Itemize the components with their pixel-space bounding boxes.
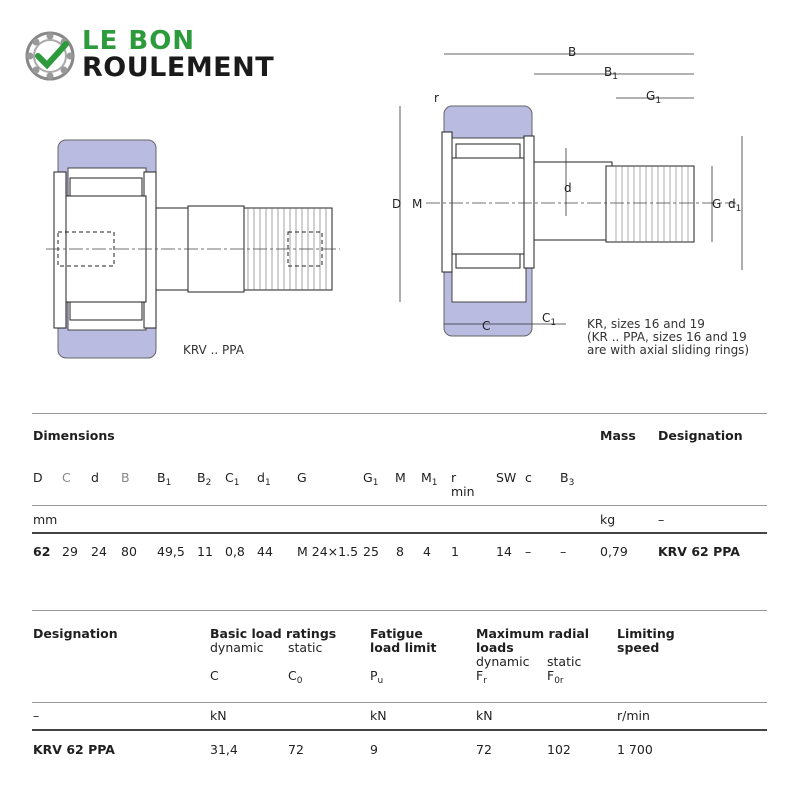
table1-mass-heading: Mass — [600, 428, 636, 443]
table1-data-rule — [32, 532, 767, 534]
t2-row-Fr: 72 — [476, 742, 492, 757]
unit-kg: kg — [600, 512, 616, 527]
t2-row-C0: 72 — [288, 742, 304, 757]
t2-row-designation: KRV 62 PPA — [33, 742, 115, 757]
dim-G1-label: $G_1$ — [646, 89, 662, 106]
t2-max-2: loads — [476, 640, 514, 655]
col-B3: $B_3$ — [560, 470, 575, 488]
logo-line1: LE BON — [82, 26, 196, 56]
col-C1: $C_1$ — [225, 470, 240, 488]
dim-M-label: M — [412, 197, 423, 211]
t2-C0: $C_0$ — [288, 668, 303, 686]
row-C1: 0,8 — [225, 544, 245, 559]
dim-G-label: G — [712, 197, 722, 211]
logo — [24, 28, 304, 84]
note-line-1: KR, sizes 16 and 19 — [587, 317, 705, 331]
t2-dynamic: dynamic — [210, 640, 264, 655]
t2-basic-heading: Basic load ratings — [210, 626, 337, 641]
dim-C-label: C — [482, 319, 491, 333]
row-G: M 24×1.5 — [297, 544, 359, 559]
row-c: – — [525, 544, 532, 559]
row-B2: 11 — [197, 544, 213, 559]
col-G: G — [297, 470, 307, 485]
table2-top-rule — [32, 610, 767, 611]
col-r: r — [451, 470, 457, 485]
row-B3: – — [560, 544, 567, 559]
table2-unit-rule — [32, 702, 767, 703]
col-M1: $M_1$ — [421, 470, 438, 488]
dim-B-label: B — [568, 45, 577, 59]
bearing-check-icon — [24, 30, 76, 82]
logo-line2: ROULEMENT — [82, 52, 275, 83]
dim-B1-label: $B_1$ — [604, 65, 618, 82]
table1-designation-heading: Designation — [658, 428, 743, 443]
table1-top-rule — [32, 413, 767, 414]
col-c: c — [525, 470, 532, 485]
t2-fatigue-2: load limit — [370, 640, 437, 655]
dim-d-label: d — [564, 181, 572, 195]
t2-Fr: $F_r$ — [476, 668, 487, 686]
t2-unit-kN-2: kN — [370, 708, 387, 723]
table2-data-rule — [32, 729, 767, 731]
t2-static-2: static — [547, 654, 582, 669]
t2-row-Pu: 9 — [370, 742, 378, 757]
col-B: B — [121, 470, 130, 485]
t2-F0r: $F_{0r}$ — [547, 668, 564, 686]
t2-row-C: 31,4 — [210, 742, 238, 757]
dim-C1-label: $C_1$ — [542, 311, 557, 328]
left-drawing-label: KRV .. PPA — [183, 343, 244, 357]
t2-static: static — [288, 640, 323, 655]
row-M: 8 — [396, 544, 404, 559]
left-bearing-drawing — [40, 138, 350, 363]
row-d: 24 — [91, 544, 107, 559]
col-B1: $B_1$ — [157, 470, 172, 488]
col-D: D — [33, 470, 43, 485]
dim-d1-label: $d_1$ — [728, 197, 742, 214]
t2-limit-2: speed — [617, 640, 660, 655]
col-M: M — [395, 470, 406, 485]
t2-Pu: $P_u$ — [370, 668, 384, 686]
unit-mm: mm — [33, 512, 58, 527]
row-SW: 14 — [496, 544, 512, 559]
col-C: C — [62, 470, 71, 485]
t2-limit-1: Limiting — [617, 626, 675, 641]
table1-unit-rule — [32, 505, 767, 506]
row-B1: 49,5 — [157, 544, 185, 559]
drawing-note — [587, 318, 749, 357]
dim-r-label: r — [434, 91, 439, 105]
t2-unit-dash: – — [33, 708, 40, 723]
col-d1: $d_1$ — [257, 470, 271, 488]
row-B: 80 — [121, 544, 137, 559]
row-designation: KRV 62 PPA — [658, 544, 740, 559]
t2-unit-kN-1: kN — [210, 708, 227, 723]
row-C: 29 — [62, 544, 78, 559]
row-d1: 44 — [257, 544, 273, 559]
t2-fatigue-1: Fatigue — [370, 626, 423, 641]
t2-dynamic-2: dynamic — [476, 654, 530, 669]
note-line-3: are with axial sliding rings) — [587, 343, 750, 357]
t2-max-1: Maximum radial — [476, 626, 590, 641]
dim-D-label: D — [392, 197, 402, 211]
t2-unit-rmin: r/min — [617, 708, 650, 723]
right-bearing-drawing — [386, 40, 766, 340]
col-r-min: min — [451, 484, 475, 499]
t2-designation-heading: Designation — [33, 626, 118, 641]
t2-C: C — [210, 668, 219, 683]
col-G1: $G_1$ — [363, 470, 379, 488]
row-r: 1 — [451, 544, 459, 559]
col-B2: $B_2$ — [197, 470, 212, 488]
row-G1: 25 — [363, 544, 379, 559]
table1-dimensions-heading: Dimensions — [33, 428, 115, 443]
t2-row-speed: 1 700 — [617, 742, 653, 757]
row-D: 62 — [33, 544, 51, 559]
unit-dash: – — [658, 512, 665, 527]
t2-unit-kN-3: kN — [476, 708, 493, 723]
row-mass: 0,79 — [600, 544, 628, 559]
row-M1: 4 — [423, 544, 431, 559]
col-d: d — [91, 470, 99, 485]
t2-row-F0r: 102 — [547, 742, 571, 757]
note-line-2: (KR .. PPA, sizes 16 and 19 — [587, 330, 747, 344]
col-SW: SW — [496, 470, 517, 485]
